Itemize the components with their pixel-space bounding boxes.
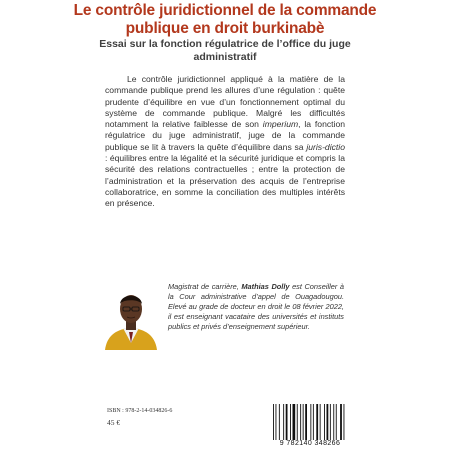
author-bio: [168, 282, 344, 332]
author-photo: [103, 283, 159, 350]
summary-emphasis-jurisdictio: juris-dictio: [306, 141, 345, 152]
isbn: ISBN : 978-2-14-034826-6: [107, 408, 173, 414]
barcode-number: 9 782140 348266: [279, 440, 341, 447]
book-summary: [105, 74, 345, 210]
bio-text-2: est Conseiller à la Cour administrative d’appel de Ouagadougou. Elevé au grade de docteur en droit le 08 février 2022, il est enseignant vacataire des universités et instituts publics et privés d’enseignement supérieur.: [168, 282, 344, 331]
author-name: Mathias Dolly: [241, 282, 290, 291]
bio-text-1: Magistrat de carrière,: [168, 282, 242, 291]
summary-text-1: Le contrôle juridictionnel appliqué à la matière de la commande publique prend les allures d’une régulation : quête prudente d’équilibre en vue d’un fonctionnement optimal du système de commande publique. Malgré les difficultés notamment la relative faiblesse de son: [105, 74, 345, 130]
price: 45 €: [107, 418, 121, 427]
summary-text-2: , la fonction régulatrice du juge administratif, juge de la commande publique se lit à travers la quête d’équilibre dans sa: [105, 119, 346, 152]
book-subtitle: Essai sur la fonction régulatrice de l’office du juge administratif: [99, 38, 351, 63]
summary-paragraph: [105, 74, 345, 210]
summary-emphasis-imperium: imperium: [262, 119, 299, 130]
book-title: Le contrôle juridictionnel de la commande publique en droit burkinabè: [73, 2, 377, 37]
summary-text-3: : équilibres entre la légalité et la sécurité juridique et compris la sécurité des relations contractuelles ; entre la protection de l’administration et la préservation des acquis de l’entreprise collaboratrice, en somme la conciliation des multiples intérêts en présence.: [105, 153, 345, 209]
barcode-icon: [272, 404, 348, 440]
